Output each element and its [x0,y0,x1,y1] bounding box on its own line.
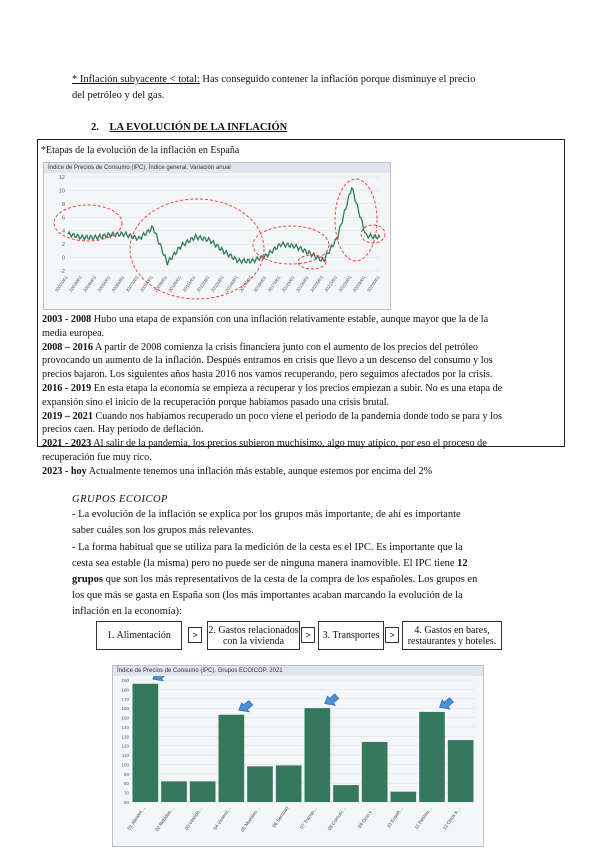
x-tick-label: 2014M01 [224,274,240,293]
stage-years: 2023 - hoy [42,465,87,477]
y-tick-label: 4 [61,228,65,235]
highlight-arrow-icon [236,698,254,716]
y-tick-label: 10 [58,188,65,195]
y-tick-label: 70 [123,790,129,796]
groups-p2-line5: inflación en la economía): [72,606,182,617]
y-tick-label: 110 [121,753,129,759]
category-label: 12 Otros b… [442,806,463,832]
stage-annotation-ellipse [335,179,377,261]
stage-years: 2016 - 2019 [42,383,92,394]
bar [247,766,273,802]
flow-arrow-3: > [385,627,399,643]
x-tick-label: 2004M01 [82,274,98,293]
stage-years: 2019 – 2021 [42,410,93,422]
bar-chart-svg [113,676,483,846]
x-tick-label: 2005M01 [96,274,112,293]
stage-text-continued: precios caen. Hay periodo de deflación. [42,424,204,436]
y-tick-label: 130 [121,734,129,740]
category-label: 08 Comuni… [327,806,348,833]
y-tick-label: 190 [121,678,129,683]
y-tick-label: 150 [121,715,129,721]
stage-years: 2021 - 2023 [42,438,92,450]
category-label: 11 Restau… [414,806,434,831]
flow-item-transport: 3. Transportes [318,621,384,650]
category-label: 03 Vestido… [184,806,205,832]
bar [276,765,302,802]
stage-years: 2008 – 2016 [42,341,93,353]
stage-annotation-ellipse [54,205,122,241]
y-tick-label: 90 [123,771,129,777]
y-tick-label: 100 [121,762,129,768]
y-tick-label: 6 [61,215,65,222]
ecoicop-bar-chart [112,665,484,847]
groups-p2-line1: - La forma habitual que se utiliza para la medición de la cesta es el IPC. Es importante que la [72,542,463,553]
groups-word: grupos [72,574,103,585]
y-tick-label: 160 [121,706,129,712]
y-tick-label: 170 [121,696,129,702]
x-tick-label: 2002M01 [53,274,69,293]
stage-text: Cuando nos habíamos recuperado un poco viene el periodo de la pandemia donde todo se para y los [92,410,503,422]
y-tick-label: -2 [60,269,65,275]
stage-item [42,382,557,395]
stage-text-continued: precios bajaron. Los siguientes años hasta 2016 nos vamos recuperando, pero seguimos afectados por la crisis. [42,369,493,381]
flow-item-restaurants: 4. Gastos en bares, restaurantes y hoteles. [402,621,502,650]
groups-count: 12 [457,558,468,569]
category-label: 09 Ocio y… [357,806,377,830]
intro-label: * Inflación subyacente < total: [72,74,200,85]
y-tick-label: 180 [121,687,129,693]
flow-item-housing: 2. Gastos relacionados con la vivienda [207,621,300,650]
highlight-arrow-icon [322,692,340,710]
y-tick-label: 12 [58,175,65,181]
line-chart-title: Índice de Precios de Consumo (IPC). Índice general. Variación anual [44,163,390,173]
category-label: 06 Sanidad [272,806,291,830]
ipc-line-chart [43,162,391,310]
x-tick-label: 2008M01 [139,274,154,293]
y-tick-label: 80 [123,781,129,787]
stage-text: Hubo una etapa de expansión con una inflación relativamente estable, aunque mayor que la de la [91,314,489,325]
x-tick-label: 2013M01 [209,274,225,293]
stage-item [42,465,557,478]
x-tick-label: 2018M01 [280,274,296,293]
category-label: 04 Viviend… [213,806,233,832]
y-tick-label: 60 [123,800,129,805]
bar [362,742,388,802]
bar-chart-title: Índice de Precios de Consumo (IPC). Grupos ECOICOP. 2021 [113,666,483,676]
groups-heading: GRUPOS ECOICOP [72,494,168,505]
x-tick-label: 2006M01 [110,274,126,293]
category-label: 07 Transp… [299,806,319,831]
intro-text-1: Has conseguido contener la inflación porque disminuye el precio [199,74,476,85]
stage-text: Actualmente tenemos una inflación más estable, aunque estemos por encima del 2% [86,465,433,477]
intro-line-2: del petróleo y del gas. [72,90,165,101]
flow-item-food: 1. Alimentación [96,621,182,650]
section-number: 2. [91,122,99,133]
stage-text: A partir de 2008 comienza la crisis financiera junto con el aumento de los precios del petróleo [92,341,478,353]
bar [391,792,417,802]
groups-p1-line2: saber cuáles son los grupos más relevantes. [72,525,254,536]
x-tick-label: 2020M01 [309,274,325,293]
groups-p2-line3 [72,572,477,587]
ipc-series-line [68,188,380,265]
bar [448,740,474,802]
bar [305,708,331,802]
groups-p2-line3-text: que son los más representativos de la cesta de la compra de los españoles. Los grupos en [102,574,478,585]
stage-text-continued: expansión sino el inicio de la recuperación porque habíamos pasado una crisis brutal. [42,396,390,408]
x-tick-label: 2024M01 [365,274,381,293]
section-title: LA EVOLUCIÓN DE LA INFLACIÓN [109,122,288,133]
y-tick-label: 2 [61,242,65,249]
stage-item [42,437,557,450]
stages-heading: *Etapas de la evolución de la inflación en España [41,145,240,156]
line-chart-svg [44,173,390,309]
groups-p2-line2-text: cesta sea estable (la misma) pero no puede ser de ninguna manera inamovible. El IPC tiene [72,558,458,569]
x-tick-label: 2010M01 [167,274,183,293]
groups-p2-line2 [72,556,468,571]
y-tick-label: 120 [121,743,129,749]
flow-arrow-2: > [301,627,315,643]
stages-box [37,139,565,477]
x-tick-label: 2017M01 [266,274,282,293]
stage-annotation-ellipse [298,255,326,269]
x-tick-label: 2023M01 [351,274,367,293]
stage-annotation-ellipse [361,225,385,243]
groups-p1-line1: - La evolución de la inflación se explica por los grupos más importante, de ahí es importante [72,509,461,520]
bar [190,781,216,802]
bar [419,712,445,802]
x-tick-label: 2016M01 [252,274,268,293]
bar [161,781,187,802]
category-label: 10 Enseñ… [386,806,405,830]
stage-text-continued: provocando un aumento de la inflación. Después entramos en crisis que llevo a un descenso del consumo y los [42,355,493,367]
bar [333,785,359,802]
bar [219,715,245,802]
intro-line-1 [72,72,475,87]
x-tick-label: 2022M01 [337,274,353,293]
groups-p2-line4: los que más se gasta en España son (los más importantes acaban marcando la evolución de la [72,590,463,601]
section-heading [91,120,287,135]
x-tick-label: 2009M01 [153,274,169,293]
highlight-arrow-icon [437,695,455,713]
category-label: 05 Muebles… [240,806,262,834]
x-tick-label: 2015M01 [238,274,254,293]
y-tick-label: 140 [121,724,129,730]
x-tick-label: 2019M01 [295,274,310,293]
stage-text: En esta etapa la economía se empieza a recuperar y los precios empiezan a subir. No es una etapa de [91,383,503,394]
x-tick-label: 2003M01 [68,274,84,293]
flow-arrow-1: > [188,627,202,643]
bar [133,684,159,802]
y-tick-label: 0 [61,255,65,262]
stage-item [42,341,557,354]
stage-text: Al salir de la pandemia, los precios subieron muchísimo, algo muy atípico, por eso el proceso de [91,438,487,450]
stage-years: 2003 - 2008 [42,314,92,325]
stage-item [42,313,557,326]
stage-item [42,410,557,423]
stage-text-continued: media europea. [42,327,105,339]
x-tick-label: 2012M01 [195,274,211,293]
category-label: 01 Aliment… [127,806,147,832]
x-tick-label: 2021M01 [323,274,339,293]
x-tick-label: 2011M01 [181,274,197,293]
x-tick-label: 2007M01 [124,274,140,293]
category-label: 02 Bebidas… [155,806,176,833]
y-tick-label: 8 [61,201,65,208]
stage-text-continued: recuperación fue muy rico. [42,452,152,463]
